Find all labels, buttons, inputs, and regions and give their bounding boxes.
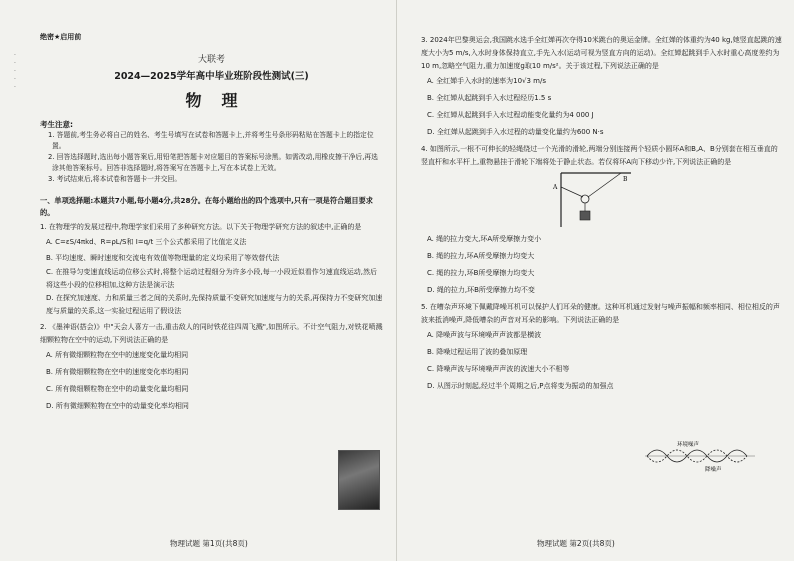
binding-dots: · · · · · [14,52,16,91]
question-2-stem: 2. 《墨神语(搭会)》中"天会人喜方一击,重击敌人的同时铁花往四周飞溅",如图所示。不计空气阻力,对铁花喷溅细颗粒物在空中的运动,下列说法正确的是 [40,323,383,344]
q4-option-a: A. 绳的拉力变大,环A所受摩擦力变小 [427,235,542,243]
note-item: 3. 考试结束后,将本试卷和答题卡一并交回。 [48,175,182,183]
wave-label-anti: 降噪声 [705,467,722,472]
q3-option-c: C. 全红婵从起跳到手入水过程动能变化量约为4 000 J [427,111,594,119]
question-1-stem: 1. 在物理学的发展过程中,物理学家们采用了多种研究方法。以下关于物理学研究方法的叙述中,正确的是 [40,223,362,231]
q2-option-d: D. 所有微细颗粒物在空中的动量变化率均相同 [46,402,189,410]
q2-option-b: B. 所有微细颗粒物在空中的速度变化率均相同 [46,368,189,376]
pulley-figure-area [421,169,784,231]
q1-option-a: A. C=εS/4πkd、R=ρL/S和 I=q/t 三个公式都采用了比值定义法 [46,238,247,246]
question-3-stem: 3. 2024年巴黎奥运会,我国跳水选手全红婵再次夺得10米跳台的奥运金牌。全红婵的体重约为40 kg,她竖直起跳的速度大小为5 m/s,入水时身体保持直立,手先入水(运动可视为竖直方向的运动)。全红婵起跳到手入水时重心高度差约为10 m,忽略空气阻力,重力加速度g取10 m/s²。关于该过程,下列说法正确的是 [421,36,782,70]
question-5-stem: 5. 在嘈杂声环境下佩戴降噪耳机可以保护人们耳朵的健康。这种耳机通过发射与噪声振幅和频率相同、相位相反的声波来抵消噪声,降低嘈杂的声音对耳朵的影响。下列说法正确的是 [421,303,780,324]
q2-option-a: A. 所有微细颗粒物在空中的速度变化量均相同 [46,351,189,359]
exam-organizer: 大联考 [197,55,225,65]
label-a: A [553,184,558,191]
q1-option-d: D. 在探究加速度、力和质量三者之间的关系时,先保持质量不变研究加速度与力的关系,再保持力不变研究加速度与质量的关系,这一实验过程运用了假设法 [46,294,383,315]
q3-option-b: B. 全红婵从起跳到手入水过程经历1.5 s [427,94,552,102]
notes-title: 考生注意: [40,120,73,129]
q5-option-d: D. 从图示时刻起,经过半个周期之后,P点将变为振动的加强点 [427,382,614,390]
wave-label-noise: 环境噪声 [677,442,700,448]
page-two [397,0,794,561]
question-4-stem: 4. 如图所示,一根不可伸长的轻绳绕过一个光滑的滑轮,两端分别连接两个轻质小圆环A和B,A、B分别套在相互垂直的竖直杆和水平杆上,重物悬挂于滑轮下端将处于静止状态。若仅将环A向下移动少许,下列说法正确的是 [421,145,778,166]
note-item: 1. 答题前,考生务必将自己的姓名、考生号填写在试卷和答题卡上,并将考生号条形码粘贴在答题卡上的指定位置。 [48,131,374,150]
label-b: B [623,176,628,183]
subject-title: 物理 [185,91,258,110]
q3-option-a: A. 全红婵手入水时的速率为10√3 m/s [427,77,546,85]
page-footer: 物理试题 第1页(共8页) [170,539,248,548]
page-footer: 物理试题 第2页(共8页) [537,539,615,548]
q5-option-b: B. 降噪过程运用了波的叠加原理 [427,348,528,356]
section-heading: 一、单项选择题:本题共7小题,每小题4分,共28分。在每小题给出的四个选项中,只有一项是符合题目要求的。 [40,196,373,217]
q4-option-b: B. 绳的拉力,环A所受摩擦力均变大 [427,252,535,260]
secret-label: 绝密★启用前 [40,33,82,41]
q5-option-a: A. 降噪声波与环境噪声声波都是横波 [427,331,542,339]
noise-wave-diagram [643,440,763,472]
exam-title: 2024—2025学年高中毕业班阶段性测试(三) [114,71,309,82]
q1-option-b: B. 平均速度、瞬时速度和交流电有效值等物理量的定义均采用了等效替代法 [46,254,280,262]
q1-option-c: C. 在推导匀变速直线运动位移公式时,将整个运动过程细分为许多小段,每一小段近似看作匀速直线运动,然后将这些小段的位移相加,这种方法是演示法 [46,268,378,289]
q2-option-c: C. 所有微细颗粒物在空中的动量变化量均相同 [46,385,189,393]
pulley-diagram [551,171,641,229]
q4-option-d: D. 绳的拉力,环B所受摩擦力均不变 [427,286,535,294]
q3-option-d: D. 全红婵从起跳到手入水过程的动量变化量约为600 N·s [427,128,604,136]
q4-option-c: C. 绳的拉力,环B所受摩擦力均变大 [427,269,535,277]
q5-option-c: C. 降噪声波与环境噪声声波的波速大小不相等 [427,365,570,373]
note-item: 2. 回答选择题时,选出每小题答案后,用铅笔把答题卡对应题目的答案标号涂黑。如需改动,用橡皮擦干净后,再选涂其他答案标号。回答非选择题时,将答案写在答题卡上,写在本试卷上无效。 [48,153,378,172]
molten-iron-photo [338,450,380,510]
